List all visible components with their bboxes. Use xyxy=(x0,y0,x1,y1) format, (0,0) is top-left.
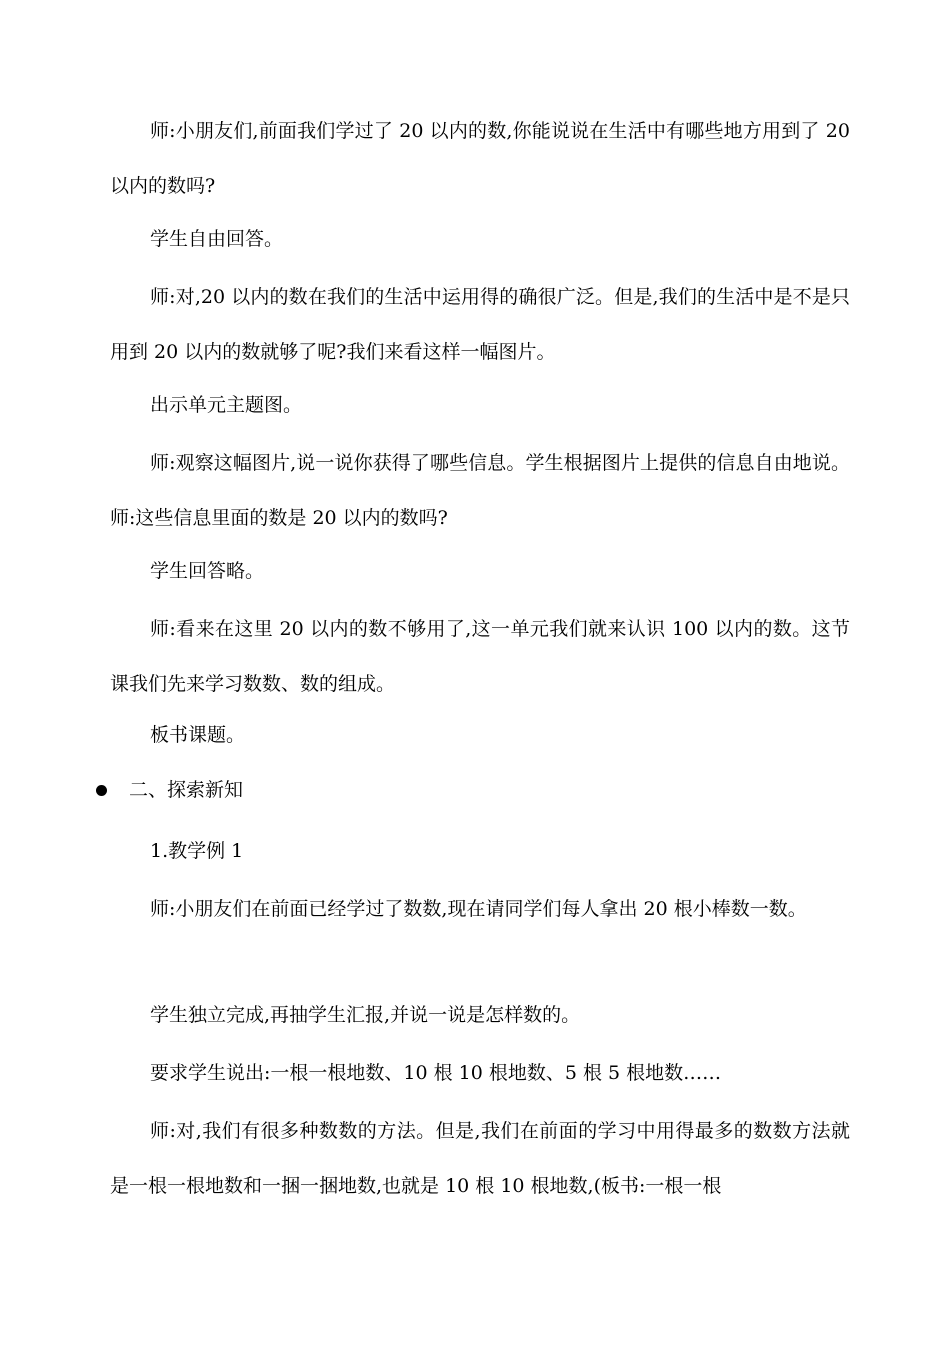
paragraph-count-sticks: 师:小朋友们在前面已经学过了数数,现在请同学们每人拿出 20 根小棒数一数。 xyxy=(150,898,807,920)
paragraph-student-report: 学生独立完成,再抽学生汇报,并说一说是怎样数的。 xyxy=(150,1004,581,1026)
paragraph-counting-methods: 师:对,我们有很多种数数的方法。但是,我们在前面的学习中用得最多的数数方法就是一根一根地数和一捆一捆地数,也就是 10 根 10 根地数,(板书:一根一根 xyxy=(110,1120,850,1197)
paragraph-board-title: 板书课题。 xyxy=(150,724,246,746)
paragraph-student-answer-2: 学生回答略。 xyxy=(150,560,265,582)
paragraph-not-enough: 师:看来在这里 20 以内的数不够用了,这一单元我们就来认识 100 以内的数。这节课我们先来学习数数、数的组成。 xyxy=(110,618,850,695)
paragraph-student-answer: 学生自由回答。 xyxy=(150,228,284,250)
paragraph-intro-question: 师:小朋友们,前面我们学过了 20 以内的数,你能说说在生活中有哪些地方用到了 20 以内的数吗? xyxy=(110,120,850,197)
paragraph-show-image: 出示单元主题图。 xyxy=(150,394,303,416)
paragraph-example-heading: 1.教学例 1 xyxy=(150,840,244,862)
section-heading: 二、探索新知 xyxy=(129,779,244,801)
paragraph-requirement: 要求学生说出:一根一根地数、10 根 10 根地数、5 根 5 根地数…… xyxy=(150,1062,722,1084)
bullet-icon xyxy=(96,785,107,796)
section-heading-row xyxy=(96,775,243,805)
paragraph-teacher-usage: 师:对,20 以内的数在我们的生活中运用得的确很广泛。但是,我们的生活中是不是只用到 20 以内的数就够了呢?我们来看这样一幅图片。 xyxy=(110,286,850,363)
paragraph-observe-image: 师:观察这幅图片,说一说你获得了哪些信息。学生根据图片上提供的信息自由地说。师:这些信息里面的数是 20 以内的数吗? xyxy=(110,452,850,529)
